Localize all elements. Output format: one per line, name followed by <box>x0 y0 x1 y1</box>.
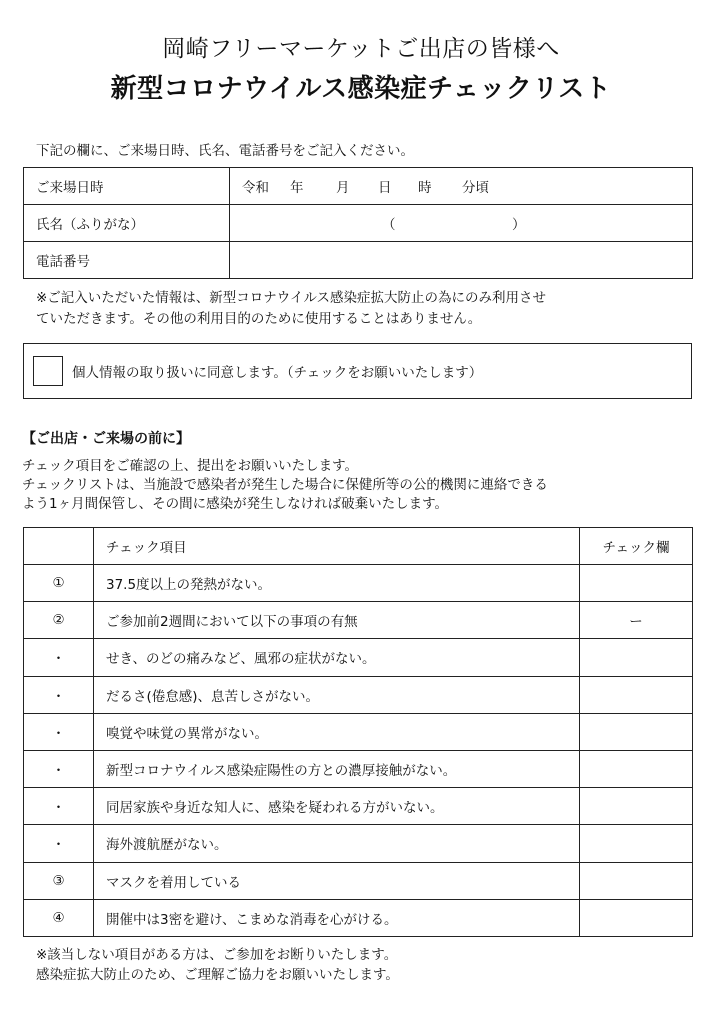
document-title-line2: 新型コロナウイルス感染症チェックリスト <box>110 74 612 104</box>
section-paragraph-2: チェックリストは、当施設で感染者が発生した場合に保健所等の公的機関に連絡できる <box>22 477 548 493</box>
section-paragraph-3: よう1ヶ月間保管し、その間に感染が発生しなければ破棄いたします。 <box>22 496 449 512</box>
row-number: ・ <box>24 825 94 862</box>
phone-label: 電話番号 <box>24 242 230 279</box>
row-check-cell[interactable] <box>580 899 693 936</box>
checklist-row <box>24 565 693 602</box>
checklist-row <box>24 602 693 639</box>
row-check-cell[interactable] <box>580 825 693 862</box>
checklist-table <box>23 527 693 937</box>
row-text: 新型コロナウイルス感染症陽性の方との濃厚接触がない。 <box>94 750 580 787</box>
row-number: ・ <box>24 639 94 676</box>
header-check: チェック欄 <box>580 528 693 565</box>
row-text: ご参加前2週間において以下の事項の有無 <box>94 602 580 639</box>
row-number: ① <box>24 565 94 602</box>
intro-text: 下記の欄に、ご来場日時、氏名、電話番号をご記入ください。 <box>36 143 414 159</box>
row-text: せき、のどの痛みなど、風邪の症状がない。 <box>94 639 580 676</box>
row-text: 海外渡航歴がない。 <box>94 825 580 862</box>
date-year: 年 <box>290 180 304 196</box>
row-check-cell[interactable] <box>580 676 693 713</box>
checklist-row <box>24 825 693 862</box>
date-field[interactable] <box>230 168 693 205</box>
row-text: マスクを着用している <box>94 862 580 899</box>
date-day: 日 <box>378 180 392 196</box>
checklist-row <box>24 788 693 825</box>
row-check-cell[interactable] <box>580 862 693 899</box>
row-check-cell[interactable] <box>580 639 693 676</box>
footer-note-line2: 感染症拡大防止のため、ご理解ご協力をお願いいたします。 <box>36 967 399 983</box>
document-title-line1: 岡崎フリーマーケットご出店の皆様へ <box>162 36 560 62</box>
phone-field[interactable] <box>230 242 693 279</box>
checklist-row <box>24 676 693 713</box>
header-num-cell <box>24 528 94 565</box>
row-text: 嗅覚や味覚の異常がない。 <box>94 713 580 750</box>
row-check-cell[interactable] <box>580 565 693 602</box>
visitor-info-table <box>23 167 693 279</box>
row-text: だるさ(倦怠感)、息苦しさがない。 <box>94 676 580 713</box>
row-number: ・ <box>24 788 94 825</box>
date-row <box>24 168 693 205</box>
section-heading: 【ご出店・ご来場の前に】 <box>22 431 190 447</box>
date-label: ご来場日時 <box>24 168 230 205</box>
date-month: 月 <box>336 180 350 196</box>
row-number: ④ <box>24 899 94 936</box>
furigana-paren-close: ） <box>512 217 526 233</box>
row-check-cell: ー <box>580 602 693 639</box>
row-text: 同居家族や身近な知人に、感染を疑われる方がいない。 <box>94 788 580 825</box>
privacy-note-line1: ※ご記入いただいた情報は、新型コロナウイルス感染症拡大防止の為にのみ利用させ <box>36 290 547 306</box>
checklist-header-row <box>24 528 693 565</box>
row-number: ・ <box>24 750 94 787</box>
checklist-row <box>24 639 693 676</box>
consent-box <box>23 343 692 399</box>
name-label: 氏名（ふりがな） <box>24 205 230 242</box>
checklist-row <box>24 750 693 787</box>
row-text: 開催中は3密を避け、こまめな消毒を心がける。 <box>94 899 580 936</box>
privacy-note-line2: ていただきます。その他の利用目的のために使用することはありません。 <box>36 311 482 327</box>
row-number: ② <box>24 602 94 639</box>
name-row <box>24 205 693 242</box>
checklist-row <box>24 899 693 936</box>
row-number: ・ <box>24 676 94 713</box>
row-text: 37.5度以上の発熱がない。 <box>94 565 580 602</box>
row-number: ・ <box>24 713 94 750</box>
date-era: 令和 <box>242 180 269 196</box>
row-check-cell[interactable] <box>580 788 693 825</box>
footer-note-line1: ※該当しない項目がある方は、ご参加をお断りいたします。 <box>36 947 398 963</box>
phone-row <box>24 242 693 279</box>
row-number: ③ <box>24 862 94 899</box>
consent-checkbox[interactable] <box>33 356 63 386</box>
furigana-paren-open: （ <box>382 217 396 233</box>
name-field[interactable] <box>230 205 693 242</box>
consent-label: 個人情報の取り扱いに同意します。（チェックをお願いいたします） <box>72 365 483 381</box>
header-item: チェック項目 <box>94 528 580 565</box>
section-paragraph-1: チェック項目をご確認の上、提出をお願いいたします。 <box>22 458 359 474</box>
checklist-row <box>24 713 693 750</box>
row-check-cell[interactable] <box>580 750 693 787</box>
date-hour: 時 <box>418 180 432 196</box>
checklist-row <box>24 862 693 899</box>
row-check-cell[interactable] <box>580 713 693 750</box>
date-minute: 分頃 <box>462 180 489 196</box>
